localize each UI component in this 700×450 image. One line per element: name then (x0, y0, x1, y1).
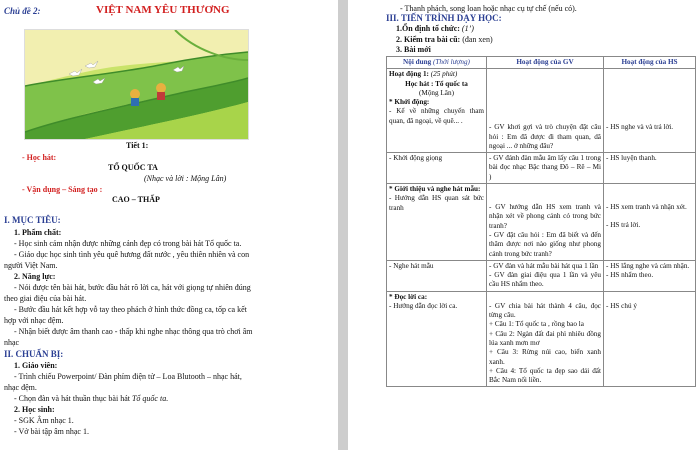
table-cell: - GV đánh đàn mẫu âm lấy câu 1 trong bài đọc nhạc Bậc thang Đô – Rê – Mi ) (487, 153, 604, 184)
intro-heading: * Giới thiệu và nghe hát mẫu: (389, 185, 481, 194)
table-cell (604, 260, 696, 291)
header-subtext: (Thời lượng) (433, 58, 470, 66)
table-row (387, 260, 696, 291)
text-line: - Học sinh cảm nhận được những cảnh đẹp có trong bài hát Tổ quốc ta. (14, 239, 242, 248)
table-cell: - HS luyện thanh. (604, 153, 696, 184)
spacer (606, 212, 693, 221)
spacer (489, 293, 601, 302)
cell-text: - HS nghe và và trả lời. (606, 123, 674, 132)
van-dung-value: CAO – THẤP (112, 195, 160, 204)
warmup-heading: * Khởi động: (389, 98, 430, 107)
cell-text: - Kể về những chuyến tham quan, đã ngoại, về quê... . (389, 107, 484, 125)
song-name-italic: Tổ quốc ta. (131, 394, 169, 403)
cell-text: + Câu 4: Tổ quốc ta đẹp sao dải đất Bắc Nam nối liền. (489, 366, 601, 385)
text-line: theo giai điệu của bài hát. (4, 294, 87, 303)
section-chuan-bi: II. CHUẨN BỊ: (4, 349, 64, 359)
step-on-dinh (396, 24, 474, 35)
table-row (387, 184, 696, 261)
table-cell (487, 260, 604, 291)
subsection-pham-chat: 1. Phẩm chất: (14, 228, 62, 237)
table-row (387, 69, 696, 153)
table-row (387, 153, 696, 184)
text-line: - Bước đầu hát kết hợp vỗ tay theo phách ở hình thức đồng ca, tốp ca kết (14, 305, 247, 314)
column-header-content (387, 57, 487, 69)
song-credit: (Nhạc và lời : Mộng Lân) (144, 174, 227, 183)
step-time: (1’) (461, 24, 474, 33)
text-line (14, 394, 168, 405)
text-segment: - Chọn đàn và hát thuần thục bài hát (14, 394, 132, 403)
document-page-left (0, 0, 338, 450)
step-label: 2. Kiểm tra bài cũ: (396, 35, 463, 44)
text-line: - Nói được tên bài hát, bước đầu hát rõ lời ca, hát với giọng tự nhiên đúng (14, 283, 251, 292)
column-header-teacher: Hoạt động của GV (487, 57, 604, 69)
table-row (387, 291, 696, 387)
text-line: nhạc (4, 338, 20, 347)
cell-text: + Câu 3: Rừng núi cao, biển xanh xanh. (489, 348, 601, 366)
step-kiem-tra (396, 35, 493, 46)
section-tien-trinh: III. TIẾN TRÌNH DẠY HỌC: (386, 13, 502, 23)
cell-text: - HS chú ý (606, 301, 637, 310)
song-author: (Mộng Lân) (419, 88, 454, 97)
table-cell (604, 69, 696, 153)
cell-text: - GV đàn giai điệu qua 1 lần và yêu cầu HS nhẩm theo. (489, 271, 601, 289)
spacer (606, 70, 693, 123)
subsection-giao-vien: 1. Giáo viên: (14, 361, 58, 370)
cell-text: - Hướng dẫn đọc lời ca. (389, 302, 458, 311)
table-cell: - Nghe hát mẫu (387, 260, 487, 291)
cell-text: - GV đàn và hát mẫu bài hát qua 1 lần (489, 261, 599, 270)
lesson-plan-table (386, 56, 696, 387)
text-line: hợp với nhạc đệm. (4, 316, 64, 325)
text-line: nhạc đệm. (4, 383, 37, 392)
topic-label: Chủ đề 2: (4, 6, 41, 16)
cell-text: - HS trả lời. (606, 221, 641, 230)
spacer (606, 293, 693, 302)
step-note: (đan xen) (462, 35, 493, 44)
lesson-number: Tiết 1: (126, 141, 149, 150)
text-line: - Trình chiếu Powerpoint/ Đàn phím điện tử – Loa Blutooth – nhạc hát, (14, 372, 242, 381)
cell-text: + Câu 2: Ngàn đất đai phì nhiêu đồng lúa xanh mơn mơ (489, 329, 601, 347)
table-cell: - Khởi động giọng (387, 153, 487, 184)
spacer (489, 70, 601, 123)
cell-text: - HS lắng nghe và cảm nhận. (606, 261, 690, 270)
text-line: - SGK Âm nhạc 1. (14, 416, 74, 425)
hoc-hat-label: - Học hát: (22, 153, 57, 162)
spacer (489, 185, 601, 203)
step-label: 1.Ổn định tổ chức: (396, 24, 462, 33)
table-cell (487, 69, 604, 153)
table-cell (604, 184, 696, 261)
text-line: - Vở bài tập âm nhạc 1. (14, 427, 89, 436)
song-heading: Học hát : Tổ quốc ta (405, 79, 468, 88)
table-cell (604, 291, 696, 387)
step-bai-moi: 3. Bài mới (396, 45, 431, 54)
cell-text: - GV đặt câu hỏi : Em đã biết và đến thăm được nơi nào giống như phong cảnh trong bức tranh? (489, 230, 601, 258)
table-header-row (387, 57, 696, 69)
table-cell (487, 184, 604, 261)
topic-title: VIỆT NAM YÊU THƯƠNG (96, 4, 230, 16)
text-line: người Việt Nam. (4, 261, 58, 270)
song-title: TỔ QUỐC TA (108, 163, 158, 172)
activity-title (389, 70, 484, 79)
section-muc-tieu: I. MỤC TIÊU: (4, 215, 61, 225)
activity-label: Hoạt động 1: (389, 70, 431, 79)
cell-text: - GV khơi gợi và trò chuyện đặt câu hỏi : Em đã được đi tham quan, dã ngoại ... ở những đâu? (489, 123, 601, 150)
cell-text: - HS nhẩm theo. (606, 271, 654, 280)
cell-text: - Hướng dẫn HS quan sát bức tranh (389, 194, 484, 212)
text-line: - Thanh phách, song loan hoặc nhạc cụ tự chế (nếu có). (400, 4, 577, 13)
text-line: - Giáo dục học sinh tình yêu quê hương đất nước , yêu thiên nhiên và con (14, 250, 250, 259)
cell-text: - HS xem tranh và nhận xét. (606, 203, 687, 212)
document-page-right (348, 0, 700, 450)
rice-field-image (25, 30, 248, 139)
table-cell (387, 69, 487, 153)
van-dung-label: - Vận dụng – Sáng tạo : (22, 185, 103, 194)
cell-text: + Câu 1: Tổ quốc ta , rồng bao la (489, 320, 584, 329)
subsection-nang-luc: 2. Năng lực: (14, 272, 56, 281)
lyrics-heading: * Đọc lời ca: (389, 292, 428, 301)
spacer (606, 185, 693, 203)
cell-text: - GV hướng dẫn HS xem tranh và nhận xét về phong cảnh có trong bức tranh? (489, 203, 601, 230)
text-line: - Nhận biết được âm thanh cao - thấp khi nghe nhạc thông qua trò chơi âm (14, 327, 253, 336)
activity-time: (25 phút) (430, 70, 458, 79)
table-cell (387, 291, 487, 387)
table-cell (387, 184, 487, 261)
table-cell (487, 291, 604, 387)
header-text: Nội dung (403, 58, 433, 66)
rice-field-illustration (24, 29, 249, 140)
subsection-hoc-sinh: 2. Học sinh: (14, 405, 55, 414)
column-header-student: Hoạt động của HS (604, 57, 696, 69)
cell-text: - GV chia bài hát thành 4 câu, đọc từng câu. (489, 301, 601, 320)
